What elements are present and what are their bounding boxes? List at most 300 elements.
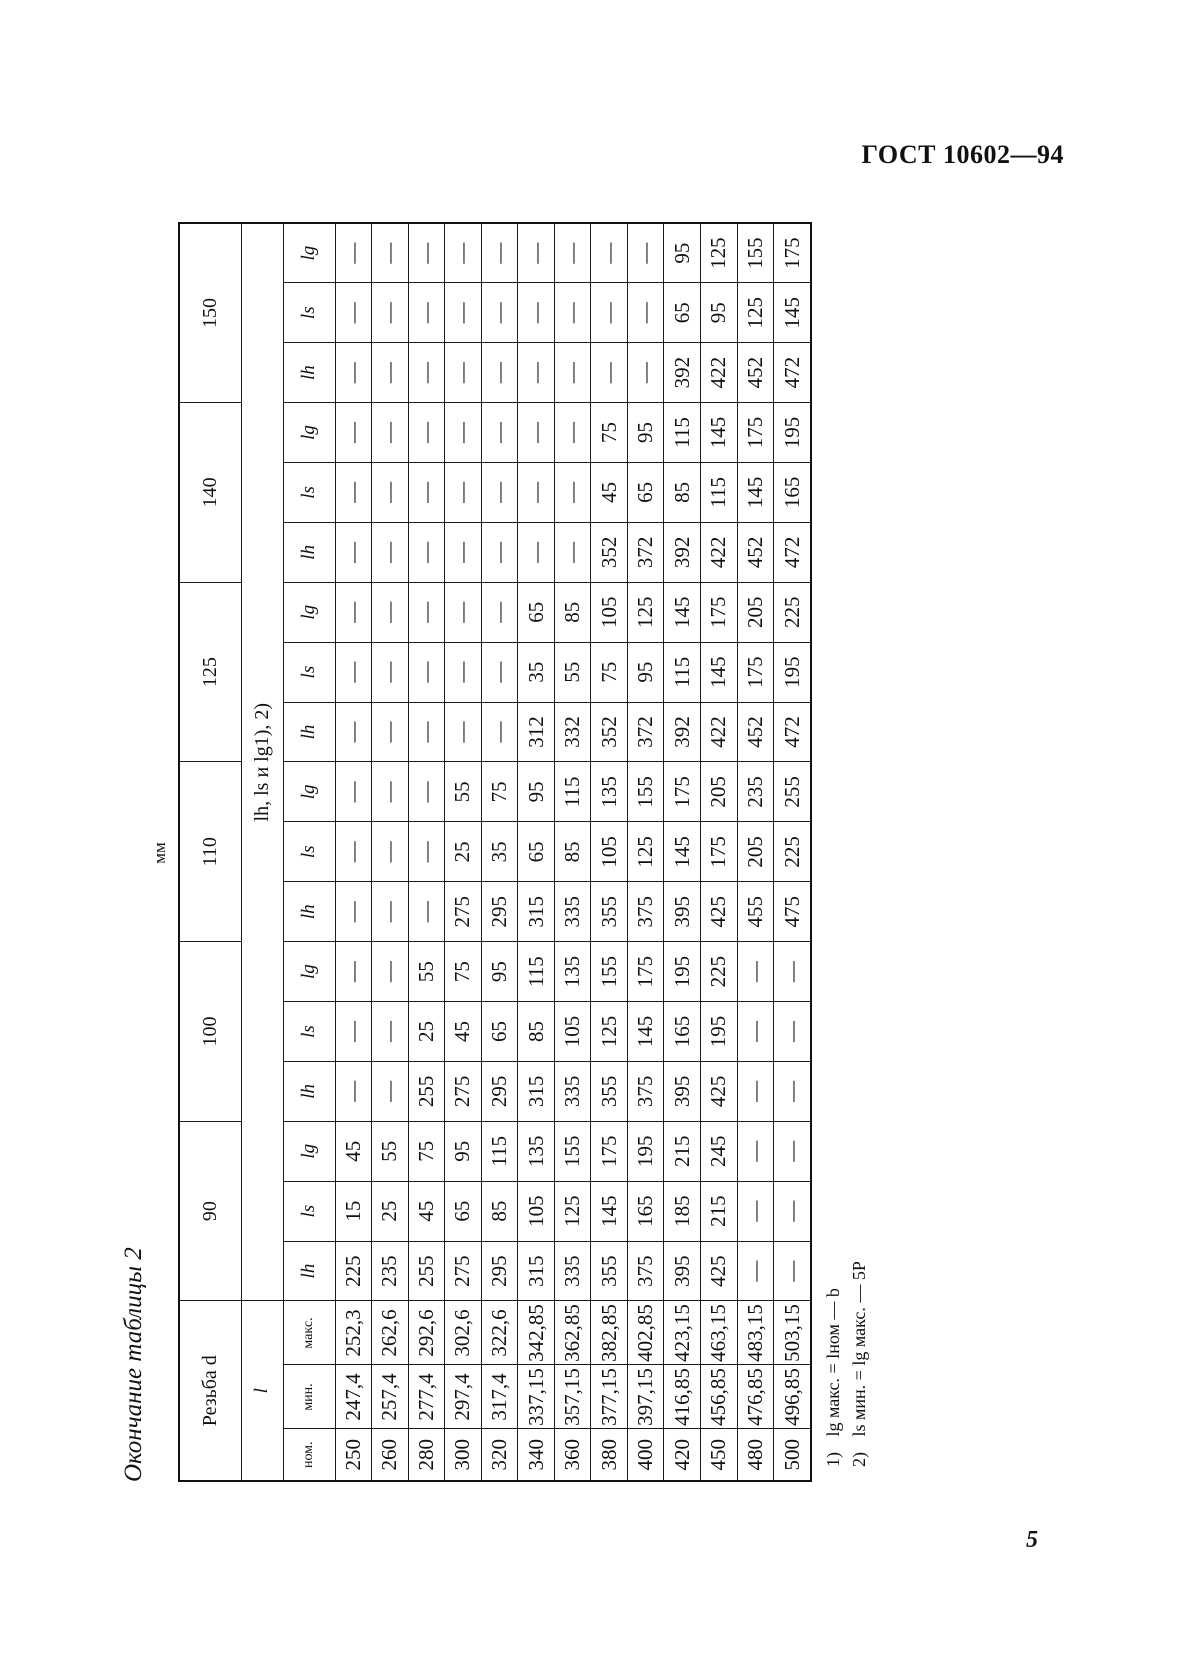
value-cell: 45: [445, 1002, 482, 1062]
value-cell: 125: [591, 1002, 628, 1062]
value-cell: —: [335, 1002, 372, 1062]
length-limit-cell: 483,15: [737, 1301, 774, 1365]
length-limit-cell: 317,4: [481, 1365, 518, 1429]
value-cell: 145: [591, 1181, 628, 1241]
value-cell: 295: [481, 1061, 518, 1121]
length-limit-cell: 257,4: [372, 1365, 409, 1429]
value-cell: —: [335, 702, 372, 762]
value-cell: 65: [481, 1002, 518, 1062]
value-cell: —: [518, 462, 555, 522]
value-cell: —: [408, 582, 445, 642]
group-header: 110: [179, 762, 241, 942]
length-limit-cell: 357,15: [554, 1365, 591, 1429]
value-cell: 95: [700, 283, 737, 343]
value-cell: 175: [700, 582, 737, 642]
dimension-table: [178, 222, 812, 1482]
length-subheader: lh: [283, 702, 335, 762]
value-cell: 65: [664, 283, 701, 343]
value-cell: 135: [554, 942, 591, 1002]
length-subheader: ls: [283, 283, 335, 343]
nominal-length-cell: 320: [481, 1429, 518, 1481]
group-header: 125: [179, 582, 241, 762]
footnote-text: lg макс. = lном — b: [823, 1288, 843, 1437]
value-cell: 75: [591, 403, 628, 463]
length-subheader: lg: [283, 942, 335, 1002]
value-cell: —: [408, 882, 445, 942]
value-cell: 55: [372, 1121, 409, 1181]
value-cell: —: [372, 1061, 409, 1121]
value-cell: —: [481, 403, 518, 463]
value-cell: 255: [408, 1061, 445, 1121]
value-cell: —: [335, 1061, 372, 1121]
value-cell: 145: [627, 1002, 664, 1062]
table-row: [372, 223, 409, 1481]
length-limit-cell: 247,4: [335, 1365, 372, 1429]
value-cell: —: [408, 522, 445, 582]
group-header: 100: [179, 942, 241, 1122]
value-cell: 425: [700, 1241, 737, 1301]
length-limit-cell: 397,15: [627, 1365, 664, 1429]
value-cell: —: [445, 582, 482, 642]
nominal-length-cell: 500: [774, 1429, 811, 1481]
table-row: [774, 223, 811, 1481]
value-cell: 105: [518, 1181, 555, 1241]
value-cell: —: [774, 1121, 811, 1181]
value-cell: 125: [554, 1181, 591, 1241]
value-cell: —: [591, 343, 628, 403]
value-cell: 275: [445, 1061, 482, 1121]
value-cell: 175: [627, 942, 664, 1002]
value-cell: 145: [700, 642, 737, 702]
footnote-number: 1): [823, 1452, 843, 1467]
value-cell: 135: [591, 762, 628, 822]
value-cell: 455: [737, 882, 774, 942]
group-header: 90: [179, 1121, 241, 1301]
value-cell: 175: [737, 642, 774, 702]
footnote: [820, 1261, 846, 1467]
value-cell: 145: [664, 822, 701, 882]
value-cell: 352: [591, 702, 628, 762]
length-subheader: lh: [283, 882, 335, 942]
length-subheader: lg: [283, 1121, 335, 1181]
value-cell: —: [518, 223, 555, 283]
value-cell: 392: [664, 702, 701, 762]
value-cell: 45: [335, 1121, 372, 1181]
length-subheader: ls: [283, 822, 335, 882]
value-cell: 355: [591, 1241, 628, 1301]
value-cell: 65: [627, 462, 664, 522]
footnotes: [820, 1261, 872, 1467]
value-cell: —: [372, 522, 409, 582]
footnote-number: 2): [849, 1452, 869, 1467]
value-cell: 452: [737, 343, 774, 403]
lengths-header: lh, ls и lg1), 2): [241, 223, 283, 1301]
value-cell: —: [372, 462, 409, 522]
value-cell: —: [481, 702, 518, 762]
nominal-length-cell: 380: [591, 1429, 628, 1481]
table-row: [591, 223, 628, 1481]
value-cell: 115: [554, 762, 591, 822]
value-cell: 195: [774, 403, 811, 463]
length-limit-cell: 262,6: [372, 1301, 409, 1365]
l-min-header: мин.: [283, 1365, 335, 1429]
value-cell: —: [445, 283, 482, 343]
value-cell: —: [554, 462, 591, 522]
value-cell: 195: [627, 1121, 664, 1181]
value-cell: 165: [664, 1002, 701, 1062]
value-cell: 175: [774, 223, 811, 283]
value-cell: —: [627, 223, 664, 283]
value-cell: 155: [591, 942, 628, 1002]
value-cell: —: [335, 522, 372, 582]
value-cell: —: [408, 702, 445, 762]
value-cell: —: [408, 762, 445, 822]
value-cell: 25: [372, 1181, 409, 1241]
value-cell: 255: [774, 762, 811, 822]
value-cell: —: [372, 642, 409, 702]
value-cell: 145: [700, 403, 737, 463]
value-cell: 235: [372, 1241, 409, 1301]
value-cell: —: [408, 822, 445, 882]
length-limit-cell: 503,15: [774, 1301, 811, 1365]
value-cell: —: [737, 1061, 774, 1121]
group-header: 140: [179, 403, 241, 583]
value-cell: 225: [335, 1241, 372, 1301]
value-cell: —: [445, 462, 482, 522]
value-cell: 145: [737, 462, 774, 522]
value-cell: —: [627, 283, 664, 343]
value-cell: 392: [664, 343, 701, 403]
length-limit-cell: 252,3: [335, 1301, 372, 1365]
table-row: [737, 223, 774, 1481]
value-cell: 335: [554, 1061, 591, 1121]
length-limit-cell: 277,4: [408, 1365, 445, 1429]
value-cell: 85: [481, 1181, 518, 1241]
value-cell: 352: [591, 522, 628, 582]
value-cell: —: [518, 343, 555, 403]
value-cell: —: [335, 822, 372, 882]
value-cell: 115: [481, 1121, 518, 1181]
value-cell: 472: [774, 522, 811, 582]
value-cell: —: [554, 403, 591, 463]
length-subheader: lg: [283, 223, 335, 283]
value-cell: —: [372, 942, 409, 1002]
length-limit-cell: 342,85: [518, 1301, 555, 1365]
value-cell: 95: [627, 403, 664, 463]
value-cell: 355: [591, 882, 628, 942]
length-limit-cell: 423,15: [664, 1301, 701, 1365]
value-cell: 395: [664, 1241, 701, 1301]
value-cell: —: [335, 403, 372, 463]
length-limit-cell: 377,15: [591, 1365, 628, 1429]
value-cell: —: [591, 223, 628, 283]
value-cell: 215: [664, 1121, 701, 1181]
value-cell: 185: [664, 1181, 701, 1241]
value-cell: —: [774, 1241, 811, 1301]
value-cell: 155: [554, 1121, 591, 1181]
value-cell: 315: [518, 882, 555, 942]
value-cell: 35: [518, 642, 555, 702]
thread-header: Резьба d: [179, 1301, 241, 1481]
value-cell: 135: [518, 1121, 555, 1181]
value-cell: 422: [700, 702, 737, 762]
value-cell: 315: [518, 1241, 555, 1301]
document-code: ГОСТ 10602—94: [861, 140, 1064, 169]
value-cell: 85: [518, 1002, 555, 1062]
value-cell: —: [737, 1241, 774, 1301]
value-cell: —: [335, 283, 372, 343]
value-cell: 165: [627, 1181, 664, 1241]
nominal-length-cell: 340: [518, 1429, 555, 1481]
value-cell: 422: [700, 343, 737, 403]
nominal-length-cell: 480: [737, 1429, 774, 1481]
length-subheader: lh: [283, 1241, 335, 1301]
value-cell: —: [372, 882, 409, 942]
value-cell: 205: [700, 762, 737, 822]
value-cell: 375: [627, 1061, 664, 1121]
value-cell: 235: [737, 762, 774, 822]
value-cell: —: [408, 642, 445, 702]
value-cell: 275: [445, 882, 482, 942]
value-cell: 165: [774, 462, 811, 522]
value-cell: 65: [445, 1181, 482, 1241]
value-cell: —: [481, 522, 518, 582]
value-cell: 55: [445, 762, 482, 822]
length-subheader: lh: [283, 343, 335, 403]
value-cell: 75: [445, 942, 482, 1002]
unit-label: мм: [150, 842, 169, 864]
value-cell: —: [335, 343, 372, 403]
value-cell: —: [591, 283, 628, 343]
length-subheader: lg: [283, 762, 335, 822]
value-cell: 115: [664, 642, 701, 702]
value-cell: 375: [627, 882, 664, 942]
rotated-table-block: [120, 204, 869, 1482]
value-cell: 95: [518, 762, 555, 822]
nominal-length-cell: 400: [627, 1429, 664, 1481]
value-cell: 332: [554, 702, 591, 762]
value-cell: 155: [627, 762, 664, 822]
value-cell: 392: [664, 522, 701, 582]
value-cell: 35: [481, 822, 518, 882]
value-cell: 275: [445, 1241, 482, 1301]
value-cell: —: [554, 223, 591, 283]
value-cell: —: [774, 1061, 811, 1121]
footnote: [846, 1261, 872, 1467]
table-row: [445, 223, 482, 1481]
value-cell: —: [774, 1181, 811, 1241]
value-cell: 225: [700, 942, 737, 1002]
value-cell: 175: [591, 1121, 628, 1181]
value-cell: —: [408, 343, 445, 403]
value-cell: 65: [518, 822, 555, 882]
value-cell: 475: [774, 882, 811, 942]
length-limit-cell: 302,6: [445, 1301, 482, 1365]
value-cell: 195: [700, 1002, 737, 1062]
value-cell: 95: [627, 642, 664, 702]
value-cell: 205: [737, 582, 774, 642]
value-cell: —: [372, 343, 409, 403]
value-cell: —: [774, 942, 811, 1002]
length-subheader: lg: [283, 582, 335, 642]
value-cell: —: [737, 1121, 774, 1181]
value-cell: 372: [627, 702, 664, 762]
value-cell: —: [445, 642, 482, 702]
length-subheader: ls: [283, 462, 335, 522]
value-cell: —: [372, 582, 409, 642]
value-cell: 95: [445, 1121, 482, 1181]
value-cell: —: [335, 882, 372, 942]
value-cell: 372: [627, 522, 664, 582]
value-cell: 155: [737, 223, 774, 283]
value-cell: 395: [664, 1061, 701, 1121]
value-cell: —: [518, 403, 555, 463]
value-cell: 25: [445, 822, 482, 882]
nominal-length-cell: 360: [554, 1429, 591, 1481]
nominal-length-cell: 300: [445, 1429, 482, 1481]
length-limit-cell: 496,85: [774, 1365, 811, 1429]
value-cell: 105: [591, 822, 628, 882]
length-subheader: lg: [283, 403, 335, 463]
value-cell: —: [518, 522, 555, 582]
value-cell: 195: [774, 642, 811, 702]
table-row: [664, 223, 701, 1481]
value-cell: 375: [627, 1241, 664, 1301]
length-subheader: lh: [283, 522, 335, 582]
value-cell: 15: [335, 1181, 372, 1241]
value-cell: 355: [591, 1061, 628, 1121]
nominal-length-cell: 250: [335, 1429, 372, 1481]
value-cell: 295: [481, 882, 518, 942]
value-cell: 255: [408, 1241, 445, 1301]
value-cell: —: [335, 942, 372, 1002]
value-cell: 85: [664, 462, 701, 522]
value-cell: —: [335, 762, 372, 822]
value-cell: 85: [554, 822, 591, 882]
value-cell: —: [372, 822, 409, 882]
nominal-length-cell: 420: [664, 1429, 701, 1481]
value-cell: 125: [737, 283, 774, 343]
value-cell: —: [335, 642, 372, 702]
length-limit-cell: 463,15: [700, 1301, 737, 1365]
value-cell: 225: [774, 582, 811, 642]
length-subheader: ls: [283, 1002, 335, 1062]
value-cell: —: [481, 462, 518, 522]
value-cell: —: [408, 223, 445, 283]
value-cell: 75: [591, 642, 628, 702]
length-limit-cell: 297,4: [445, 1365, 482, 1429]
value-cell: —: [481, 343, 518, 403]
value-cell: —: [372, 1002, 409, 1062]
value-cell: 105: [554, 1002, 591, 1062]
table-row: [481, 223, 518, 1481]
value-cell: 75: [408, 1121, 445, 1181]
nominal-length-cell: 280: [408, 1429, 445, 1481]
value-cell: 395: [664, 882, 701, 942]
value-cell: —: [481, 283, 518, 343]
value-cell: —: [554, 283, 591, 343]
page-number: 5: [1026, 1527, 1038, 1553]
value-cell: 312: [518, 702, 555, 762]
value-cell: —: [737, 1181, 774, 1241]
value-cell: 85: [554, 582, 591, 642]
value-cell: 55: [554, 642, 591, 702]
value-cell: 55: [408, 942, 445, 1002]
value-cell: 115: [664, 403, 701, 463]
value-cell: 115: [700, 462, 737, 522]
value-cell: 335: [554, 1241, 591, 1301]
value-cell: 295: [481, 1241, 518, 1301]
value-cell: 425: [700, 882, 737, 942]
value-cell: 45: [591, 462, 628, 522]
value-cell: —: [372, 283, 409, 343]
length-subheader: ls: [283, 1181, 335, 1241]
l-max-header: макс.: [283, 1301, 335, 1365]
value-cell: —: [372, 762, 409, 822]
value-cell: 472: [774, 343, 811, 403]
value-cell: 25: [408, 1002, 445, 1062]
value-cell: —: [445, 522, 482, 582]
value-cell: —: [372, 223, 409, 283]
value-cell: 145: [774, 283, 811, 343]
value-cell: —: [554, 522, 591, 582]
length-limit-cell: 476,85: [737, 1365, 774, 1429]
value-cell: 175: [737, 403, 774, 463]
group-header: 150: [179, 223, 241, 403]
value-cell: 215: [700, 1181, 737, 1241]
value-cell: —: [445, 702, 482, 762]
value-cell: 452: [737, 702, 774, 762]
value-cell: 425: [700, 1061, 737, 1121]
value-cell: 175: [700, 822, 737, 882]
value-cell: 335: [554, 882, 591, 942]
length-limit-cell: 362,85: [554, 1301, 591, 1365]
footnote-text: ls мин. = lg макс. — 5P: [849, 1261, 869, 1437]
l-header: l: [241, 1301, 283, 1481]
value-cell: —: [481, 642, 518, 702]
value-cell: 125: [700, 223, 737, 283]
value-cell: —: [372, 702, 409, 762]
value-cell: 95: [481, 942, 518, 1002]
value-cell: 315: [518, 1061, 555, 1121]
value-cell: —: [335, 223, 372, 283]
value-cell: —: [481, 223, 518, 283]
length-limit-cell: 292,6: [408, 1301, 445, 1365]
length-limit-cell: 402,85: [627, 1301, 664, 1365]
nominal-length-cell: 450: [700, 1429, 737, 1481]
value-cell: —: [372, 403, 409, 463]
length-limit-cell: 322,6: [481, 1301, 518, 1365]
value-cell: 195: [664, 942, 701, 1002]
value-cell: —: [335, 582, 372, 642]
value-cell: 205: [737, 822, 774, 882]
length-subheader: ls: [283, 642, 335, 702]
value-cell: —: [408, 462, 445, 522]
value-cell: 125: [627, 582, 664, 642]
value-cell: —: [737, 942, 774, 1002]
table-row: [627, 223, 664, 1481]
value-cell: —: [627, 343, 664, 403]
nominal-length-cell: 260: [372, 1429, 409, 1481]
length-limit-cell: 416,85: [664, 1365, 701, 1429]
value-cell: 75: [481, 762, 518, 822]
length-limit-cell: 456,85: [700, 1365, 737, 1429]
length-subheader: lh: [283, 1061, 335, 1121]
value-cell: —: [445, 223, 482, 283]
table-body: [335, 223, 811, 1481]
table-row: [700, 223, 737, 1481]
table-row: [518, 223, 555, 1481]
